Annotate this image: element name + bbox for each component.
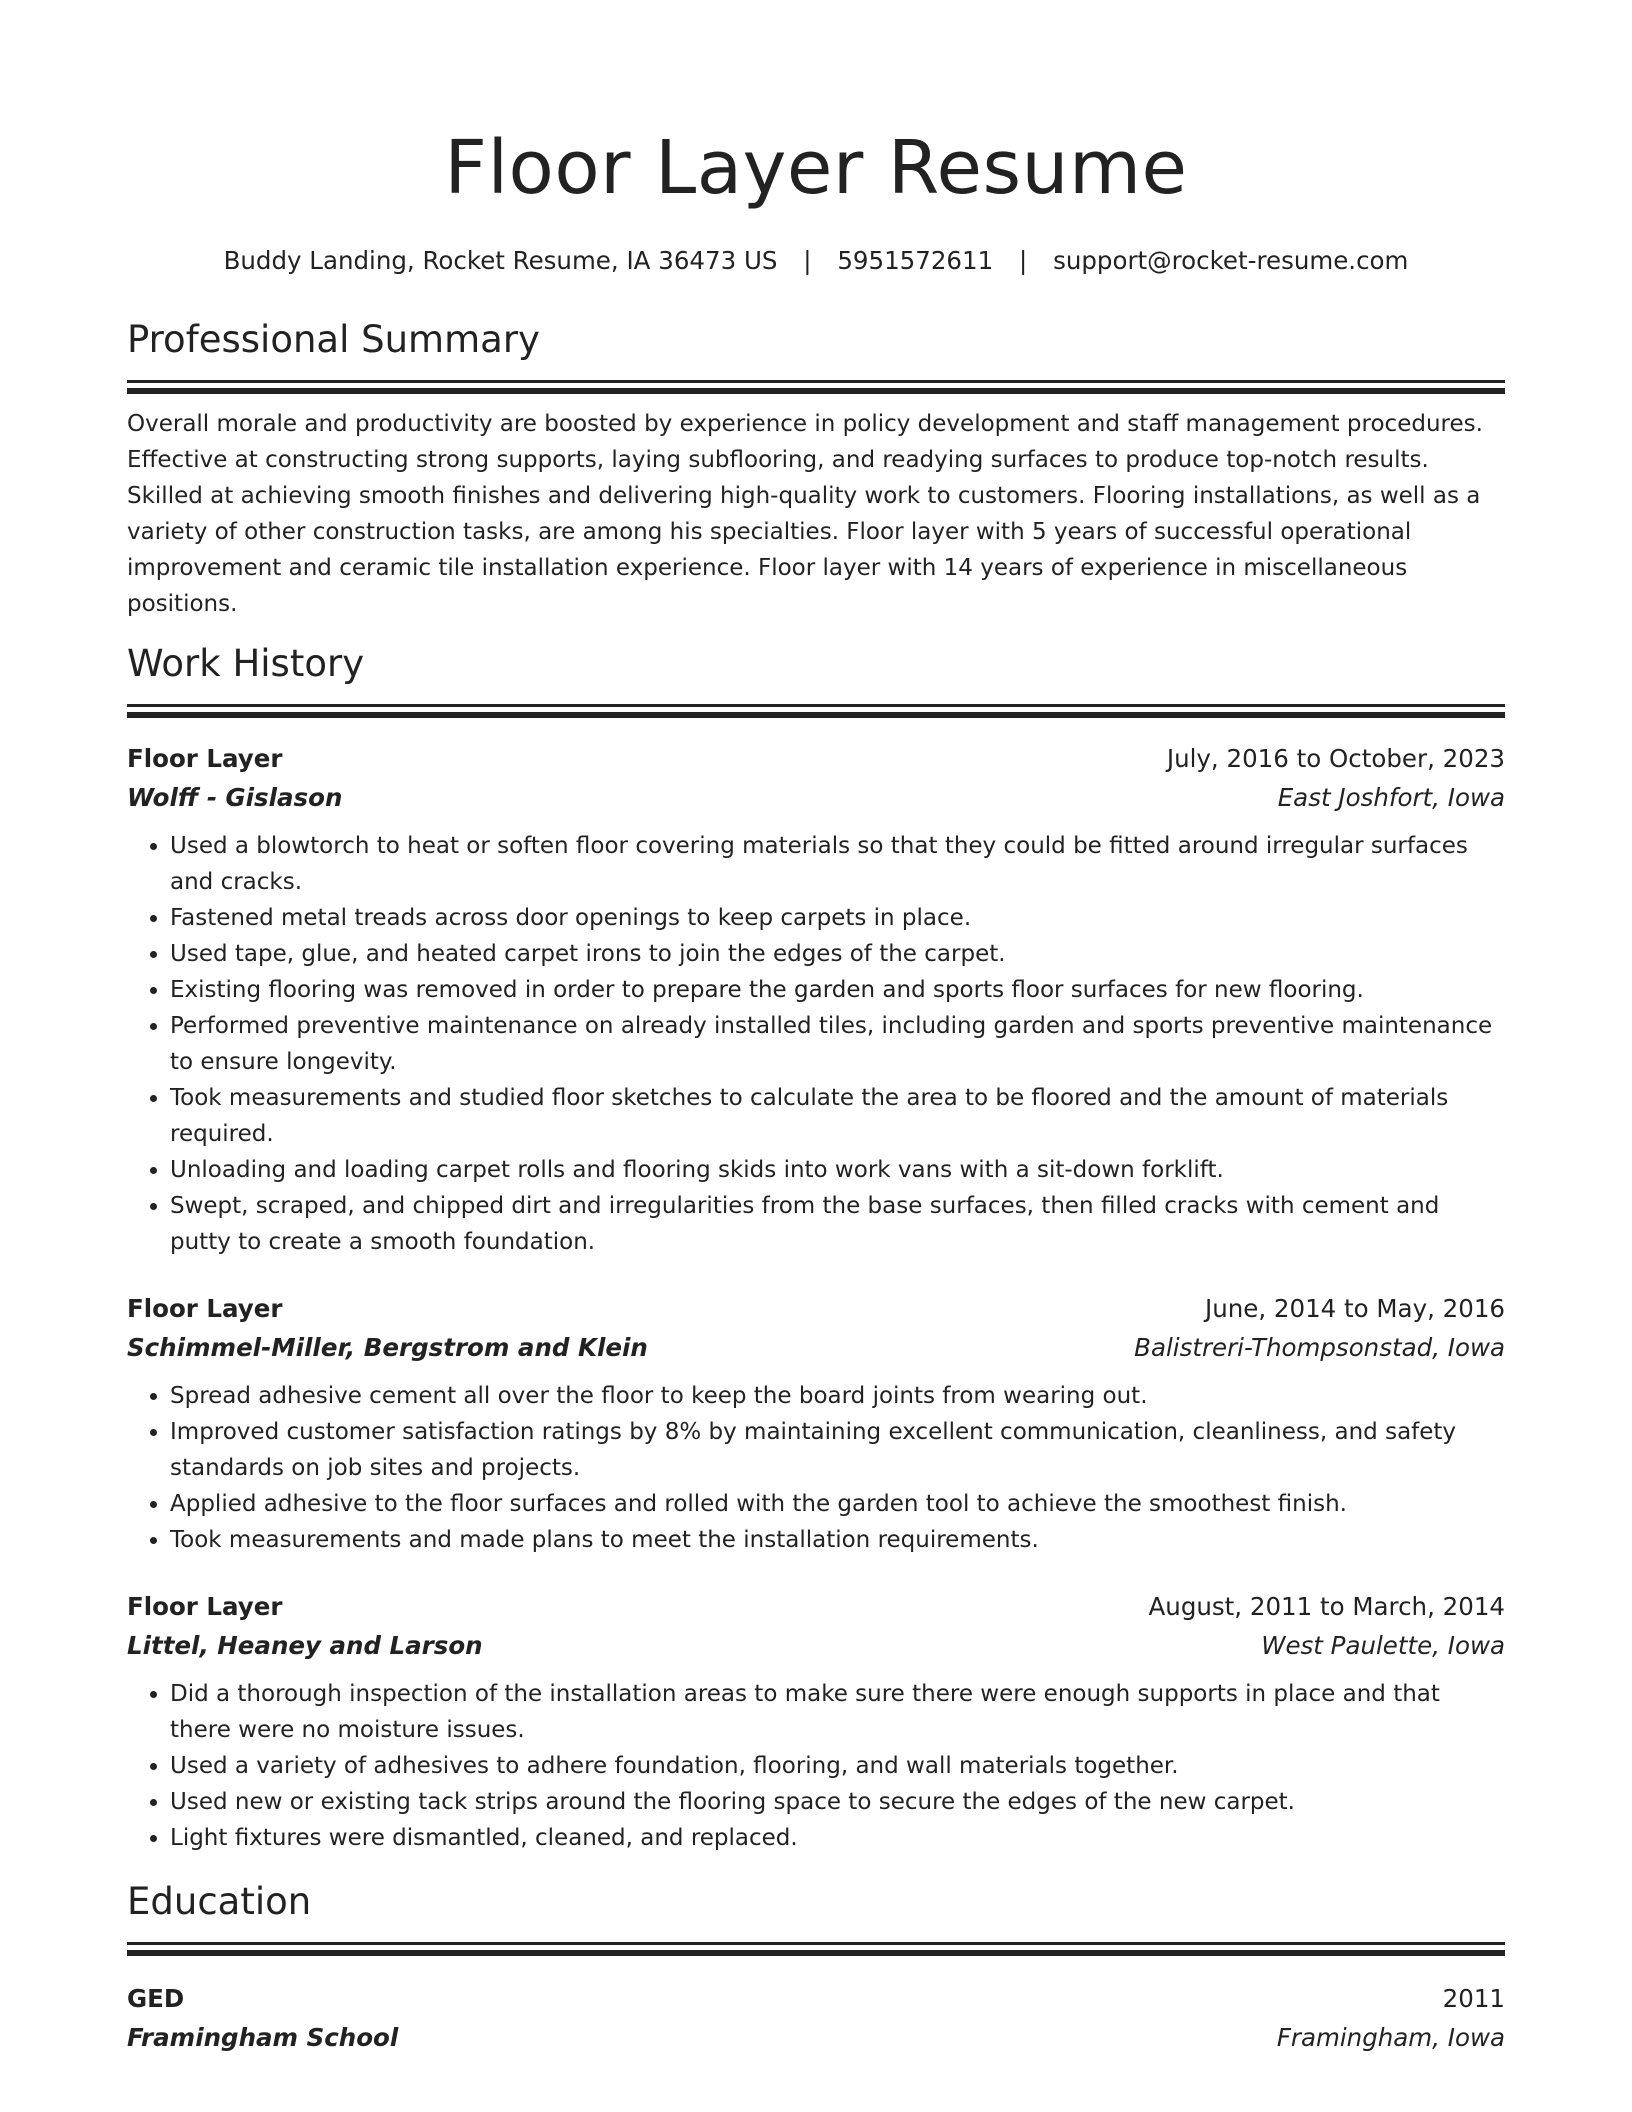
- job-title: Floor Layer: [127, 1592, 283, 1621]
- education-section: [127, 1878, 1505, 2058]
- job-bullet: • Performed preventive maintenance on already installed tiles, including garden and sports preventive maintenance to ensure longevity.: [170, 1008, 1505, 1080]
- resume-title: Floor Layer Resume: [444, 125, 1188, 211]
- job-title: Floor Layer: [127, 744, 283, 773]
- section-divider: [127, 704, 1505, 724]
- job-bullets: [127, 1676, 1505, 1856]
- contact-phone: 5951572611: [837, 246, 994, 275]
- education-header-row: [127, 1980, 1505, 2018]
- job-entry: [127, 1290, 1505, 1558]
- job-bullet: • Used a variety of adhesives to adhere foundation, flooring, and wall materials together.: [170, 1748, 1505, 1784]
- contact-separator: |: [803, 246, 812, 275]
- job-location: Balistreri-Thompsonstad, Iowa: [1134, 1333, 1505, 1362]
- section-heading-work-history: Work History: [127, 642, 365, 685]
- education-entry: [127, 1980, 1505, 2058]
- job-bullet: • Improved customer satisfaction ratings by 8% by maintaining excellent communication, cleanliness, and safety standards on job sites and projects.: [170, 1414, 1505, 1486]
- job-bullet: • Light fixtures were dismantled, cleaned, and replaced.: [170, 1820, 1505, 1856]
- job-bullet: • Used new or existing tack strips around the flooring space to secure the edges of the new carpet.: [170, 1784, 1505, 1820]
- job-bullet: • Fastened metal treads across door openings to keep carpets in place.: [170, 900, 1505, 936]
- job-company-row: [127, 778, 1505, 818]
- job-header-row: [127, 1290, 1505, 1328]
- work-history-section: [127, 640, 1505, 1856]
- contact-separator: |: [1019, 246, 1028, 275]
- job-company-row: [127, 1626, 1505, 1666]
- education-location: Framingham, Iowa: [1276, 2023, 1505, 2052]
- job-bullets: [127, 828, 1505, 1260]
- job-bullet: • Spread adhesive cement all over the floor to keep the board joints from wearing out.: [170, 1378, 1505, 1414]
- education-school-row: [127, 2018, 1505, 2058]
- contact-line: [127, 244, 1505, 278]
- job-company: Schimmel-Miller, Bergstrom and Klein: [127, 1333, 648, 1362]
- job-bullets: [127, 1378, 1505, 1558]
- job-dates: June, 2014 to May, 2016: [1204, 1294, 1505, 1323]
- summary-section: [127, 316, 1505, 622]
- job-dates: August, 2011 to March, 2014: [1148, 1592, 1505, 1621]
- job-header-row: [127, 740, 1505, 778]
- section-heading-education: Education: [127, 1880, 312, 1923]
- job-bullet: • Took measurements and studied floor sketches to calculate the area to be floored and the amount of materials required.: [170, 1080, 1505, 1152]
- job-bullet: • Did a thorough inspection of the installation areas to make sure there were enough supports in place and that there were no moisture issues.: [170, 1676, 1505, 1748]
- job-company: Littel, Heaney and Larson: [127, 1631, 483, 1660]
- job-bullet: • Took measurements and made plans to meet the installation requirements.: [170, 1522, 1505, 1558]
- section-divider: [127, 380, 1505, 400]
- job-entry: [127, 740, 1505, 1260]
- education-year: 2011: [1442, 1984, 1505, 2013]
- job-bullet: • Unloading and loading carpet rolls and flooring skids into work vans with a sit-down forklift.: [170, 1152, 1505, 1188]
- job-bullet: • Used a blowtorch to heat or soften floor covering materials so that they could be fitted around irregular surfaces and cracks.: [170, 828, 1505, 900]
- job-entry: [127, 1588, 1505, 1856]
- section-divider: [127, 1942, 1505, 1962]
- education-school: Framingham School: [127, 2023, 399, 2052]
- education-degree: GED: [127, 1984, 185, 2013]
- section-heading-summary: Professional Summary: [127, 318, 540, 361]
- job-title: Floor Layer: [127, 1294, 283, 1323]
- contact-email: support@rocket-resume.com: [1053, 246, 1409, 275]
- job-location: East Joshfort, Iowa: [1277, 783, 1505, 812]
- job-header-row: [127, 1588, 1505, 1626]
- job-company-row: [127, 1328, 1505, 1368]
- job-bullet: • Applied adhesive to the floor surfaces and rolled with the garden tool to achieve the smoothest finish.: [170, 1486, 1505, 1522]
- job-bullet: • Used tape, glue, and heated carpet irons to join the edges of the carpet.: [170, 936, 1505, 972]
- job-location: West Paulette, Iowa: [1261, 1631, 1505, 1660]
- contact-address: Buddy Landing, Rocket Resume, IA 36473 US: [223, 246, 778, 275]
- job-bullet: • Existing flooring was removed in order to prepare the garden and sports floor surfaces for new flooring.: [170, 972, 1505, 1008]
- job-dates: July, 2016 to October, 2023: [1166, 744, 1505, 773]
- summary-text: Overall morale and productivity are boosted by experience in policy development and staff management procedures. Effective at constructing strong supports, laying subflooring, and readying surfaces to produce top-notch results. Skilled at achieving smooth finishes and delivering high-quality work to customers. Flooring installations, as well as a variety of other construction tasks, are among his specialties. Floor layer with 5 years of successful operational improvement and ceramic tile installation experience. Floor layer with 14 years of experience in miscellaneous positions.: [127, 411, 1483, 617]
- job-bullet: • Swept, scraped, and chipped dirt and irregularities from the base surfaces, then filled cracks with cement and putty to create a smooth foundation.: [170, 1188, 1505, 1260]
- job-company: Wolff - Gislason: [127, 783, 343, 812]
